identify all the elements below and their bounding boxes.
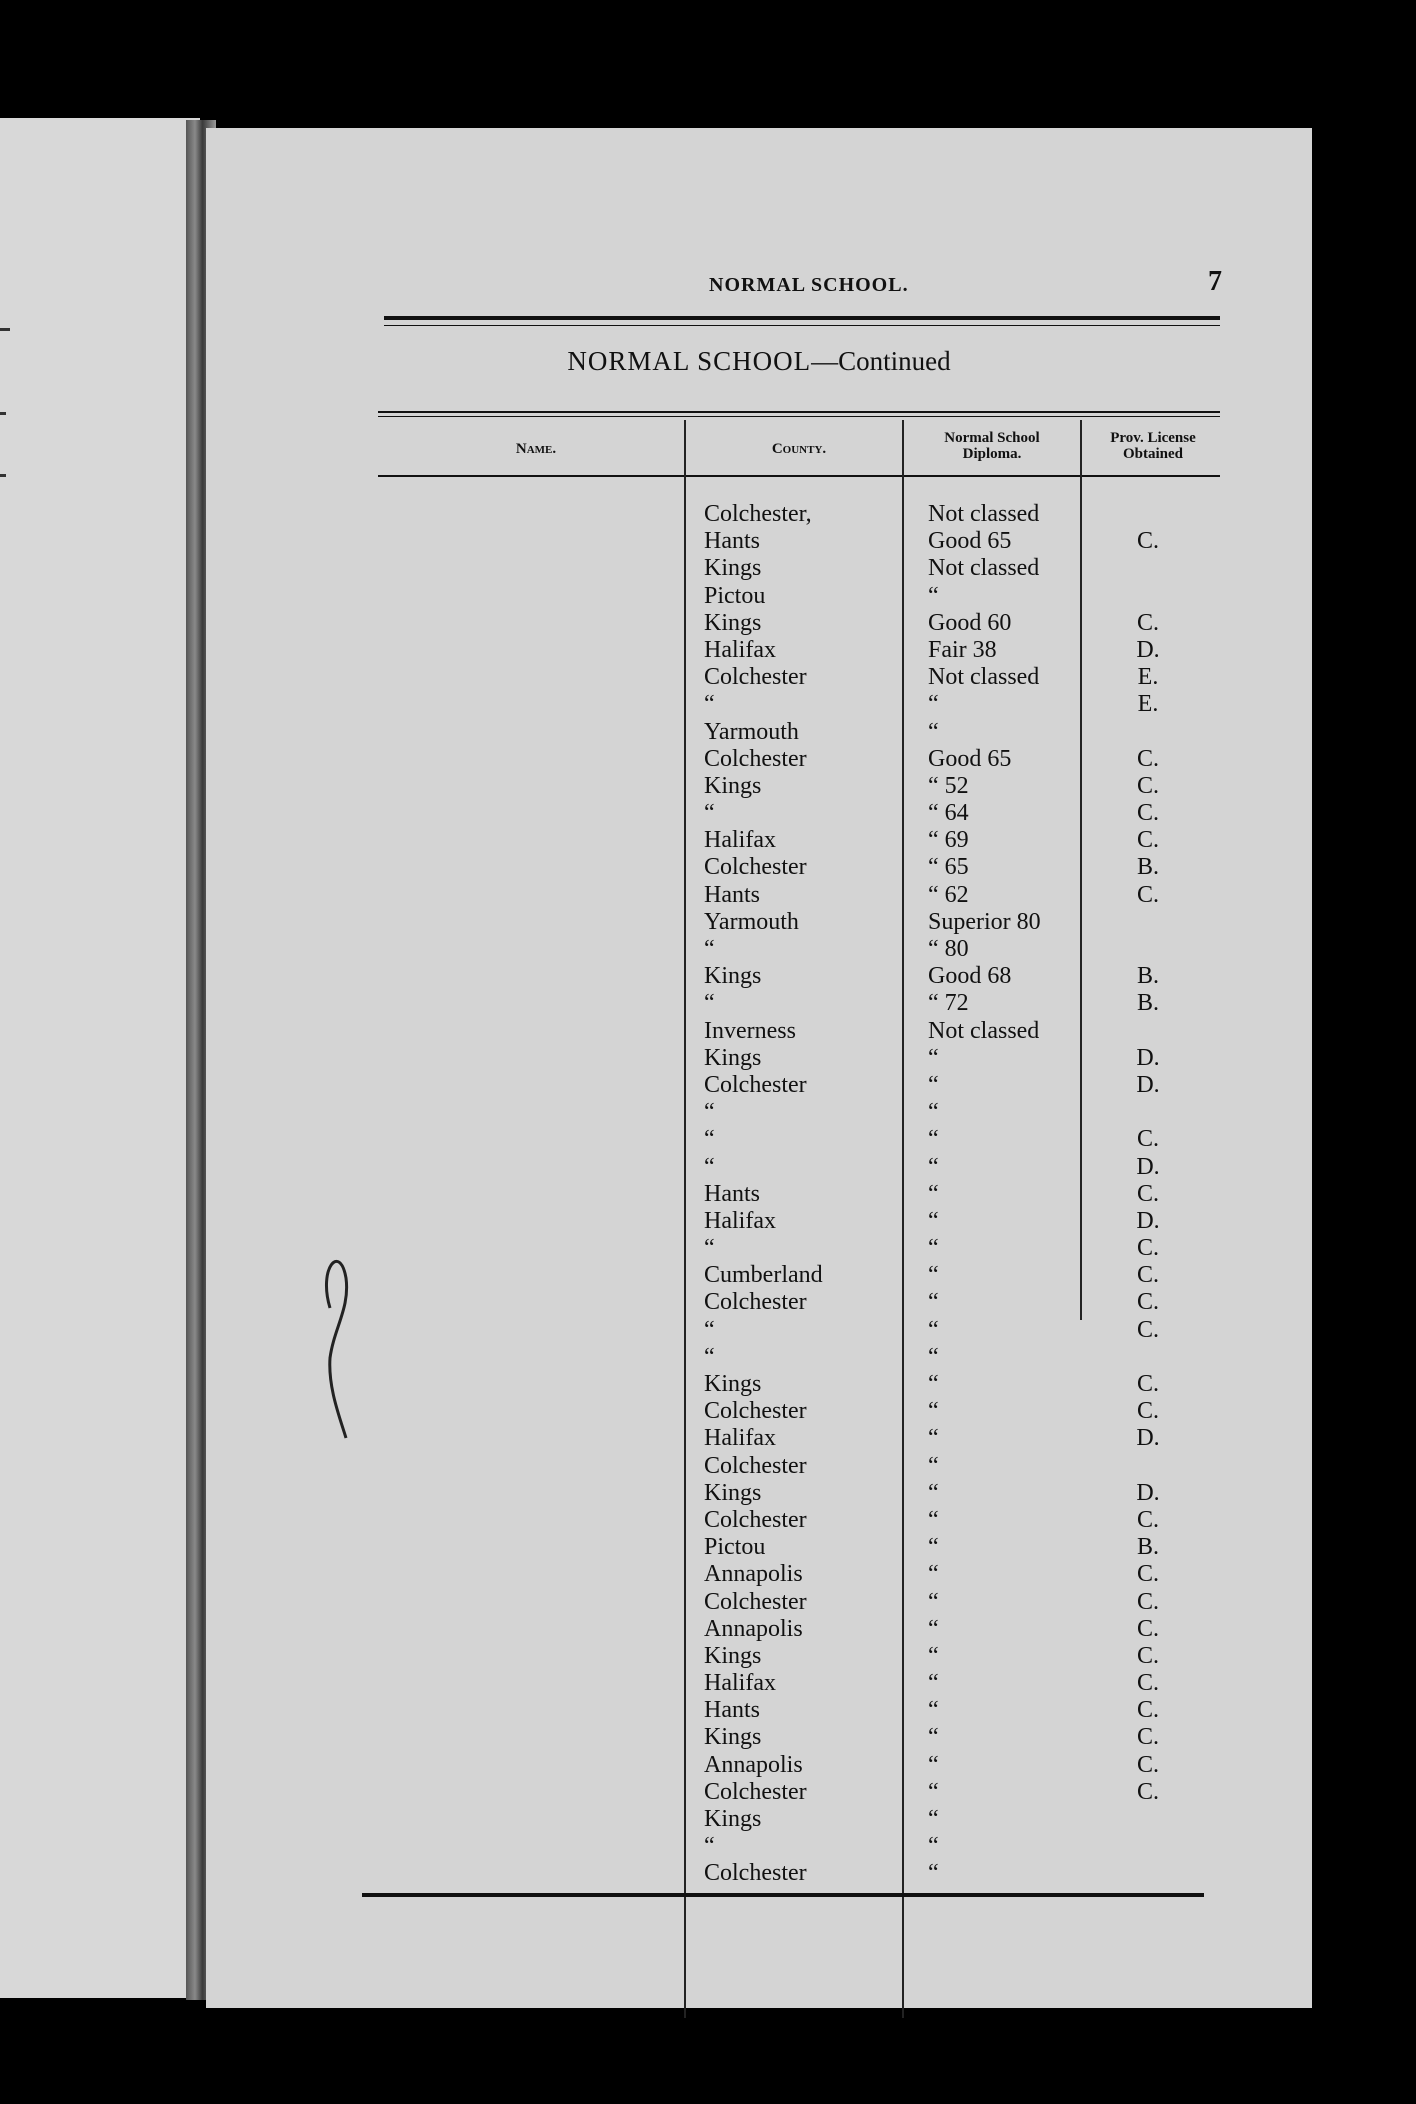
table-row [370,800,1380,827]
county: Annapolis [704,1561,803,1588]
facing-page-mark [0,328,10,331]
diploma: “ [928,1398,939,1425]
table-row [370,1643,1380,1670]
table-row [370,1453,1380,1480]
license: B. [1136,1534,1159,1561]
county: Kings [704,1044,762,1071]
table-row [370,1154,1380,1181]
diploma: “ [928,1044,939,1071]
county: Colchester [704,664,807,691]
diploma: “ 64 [928,800,969,827]
table-row [370,1480,1380,1507]
diploma: “ 62 [928,881,969,908]
table-row [370,1099,1380,1126]
table-row [370,1072,1380,1099]
diploma: “ [928,1697,939,1724]
license: D. [1136,636,1160,663]
county: Cumberland [704,1262,823,1289]
diploma: “ [928,718,939,745]
table-row [370,882,1380,909]
diploma: “ [928,1833,939,1860]
diploma: “ [928,1534,939,1561]
header-license-line1: Prov. License [1110,430,1196,446]
license: D. [1136,1207,1160,1234]
header-diploma [904,430,1080,462]
table-row [370,610,1380,637]
county: “ [704,1099,715,1126]
running-head: NORMAL SCHOOL. [709,274,909,296]
enrollment-table [370,501,1380,1888]
table-row [370,1534,1380,1561]
diploma: “ [928,1071,939,1098]
diploma: “ [928,1615,939,1642]
license: B. [1136,963,1159,990]
table-row [370,1507,1380,1534]
facing-page-mark [0,474,6,477]
diploma: “ [928,582,939,609]
license: C. [1136,1615,1159,1642]
county: Yarmouth [704,908,799,935]
license: B. [1136,990,1159,1017]
table-title-suffix: —Continued [811,346,951,376]
county: “ [704,1833,715,1860]
table-row [370,1724,1380,1751]
table-row [370,773,1380,800]
diploma: Good 68 [928,963,1012,990]
license: C. [1136,1506,1159,1533]
license: C. [1136,1180,1159,1207]
diploma: Superior 80 [928,908,1041,935]
table-row [370,909,1380,936]
diploma: Good 60 [928,609,1012,636]
license: C. [1136,1262,1159,1289]
table-row [370,1235,1380,1262]
county: “ [704,990,715,1017]
county: Colchester [704,745,807,772]
license: C. [1136,1126,1159,1153]
table-row [370,1344,1380,1371]
table-row [370,1589,1380,1616]
license: C. [1136,609,1159,636]
county: Kings [704,1371,762,1397]
license: C. [1136,1235,1159,1262]
county: Kings [704,963,762,990]
license: C. [1136,1697,1159,1724]
diploma: “ [928,1506,939,1533]
diploma: “ [928,1479,939,1506]
diploma: “ [928,1316,939,1343]
license: B. [1136,854,1159,881]
county: Kings [704,1479,762,1506]
county: “ [704,800,715,827]
diploma: “ [928,1207,939,1234]
pencil-mark [310,1248,360,1448]
table-row [370,1289,1380,1316]
diploma: “ [928,1371,939,1397]
county: Colchester [704,854,807,881]
county: Halifax [704,1207,776,1234]
license: D. [1136,1425,1160,1452]
table-bottom-rule [362,1893,1204,1897]
license: C. [1136,1670,1159,1697]
diploma: “ [928,1126,939,1153]
table-title-main: NORMAL SCHOOL [567,346,812,376]
diploma: “ [928,1289,939,1316]
license: C. [1136,1642,1159,1669]
license: E. [1137,691,1159,718]
diploma: Not classed [928,1017,1040,1044]
diploma: “ [928,1778,939,1805]
table-row [370,854,1380,881]
table-row [370,827,1380,854]
county: Colchester [704,1452,807,1479]
license: C. [1136,827,1159,854]
license: C. [1136,1724,1159,1751]
header-rule [384,316,1220,320]
license: C. [1136,881,1159,908]
table-row [370,990,1380,1017]
table-row [370,528,1380,555]
county: “ [704,691,715,718]
county: Annapolis [704,1751,803,1778]
county: Kings [704,609,762,636]
table-row [370,1779,1380,1806]
header-rule [384,325,1220,326]
county: Hants [704,1697,760,1724]
county: Hants [704,528,760,555]
header-bottom-rule [378,475,1220,477]
county: Yarmouth [704,718,799,745]
table-row [370,664,1380,691]
license: D. [1136,1153,1160,1180]
facing-page-mark [0,412,6,415]
county: Colchester [704,1778,807,1805]
table-row [370,1126,1380,1153]
table-row [370,1616,1380,1643]
table-top-rule [378,411,1220,413]
county: “ [704,1126,715,1153]
diploma: “ 52 [928,772,969,799]
diploma: “ [928,1235,939,1262]
license: C. [1136,1588,1159,1615]
county: Kings [704,555,762,582]
license: C. [1136,1398,1159,1425]
header-license [1082,430,1224,462]
table-row [370,1045,1380,1072]
license: D. [1136,1479,1160,1506]
license: C. [1136,772,1159,799]
county: Kings [704,772,762,799]
document-page [206,128,1312,2008]
county: “ [704,1316,715,1343]
table-row [370,1697,1380,1724]
county: Colchester [704,1289,807,1316]
county: Colchester [704,1588,807,1615]
diploma: “ [928,1751,939,1778]
table-row [370,1806,1380,1833]
diploma: “ [928,1343,939,1370]
county: Kings [704,1642,762,1669]
county: Pictou [704,582,766,609]
diploma: “ [928,1425,939,1452]
county: Pictou [704,1534,766,1561]
table-row [370,555,1380,582]
table-row [370,501,1380,528]
license: D. [1136,1044,1160,1071]
county: Colchester [704,1860,807,1887]
table-row [370,1398,1380,1425]
license: C. [1136,1316,1159,1343]
license: C. [1136,1561,1159,1588]
county: Halifax [704,1425,776,1452]
table-row [370,719,1380,746]
diploma: Not classed [928,501,1040,527]
diploma: “ [928,1642,939,1669]
county: Halifax [704,827,776,854]
table-row [370,1752,1380,1779]
license: C. [1136,1371,1159,1397]
table-row [370,637,1380,664]
county: “ [704,936,715,962]
county: “ [704,1153,715,1180]
diploma: “ [928,1806,939,1832]
county: Kings [704,1806,762,1832]
diploma: “ [928,691,939,718]
county: Halifax [704,1670,776,1697]
county: Halifax [704,636,776,663]
table-row [370,1670,1380,1697]
table-row [370,1833,1380,1860]
table-row [370,1425,1380,1452]
diploma: “ 72 [928,990,969,1017]
table-row [370,1371,1380,1398]
table-row [370,1561,1380,1588]
table-row [370,1018,1380,1045]
county: Annapolis [704,1615,803,1642]
county: Hants [704,881,760,908]
header-county: County. [771,441,827,457]
county: Hants [704,1180,760,1207]
table-row [370,936,1380,963]
license: C. [1136,1751,1159,1778]
table-row [370,1317,1380,1344]
license: D. [1136,1071,1160,1098]
diploma: Good 65 [928,528,1012,555]
table-top-rule [378,416,1220,417]
page-number: 7 [1208,266,1222,297]
county: “ [704,1343,715,1370]
header-license-line2: Obtained [1122,446,1183,462]
diploma: “ [928,1561,939,1588]
county: Colchester [704,1506,807,1533]
county: Inverness [704,1017,796,1044]
diploma: Fair 38 [928,636,997,663]
diploma: “ 65 [928,854,969,881]
table-row [370,1181,1380,1208]
diploma: “ [928,1262,939,1289]
facing-page [0,118,200,1998]
table-row [370,1860,1380,1887]
table-row [370,1262,1380,1289]
header-diploma-line2: Diploma. [962,446,1022,462]
diploma: “ [928,1180,939,1207]
diploma: “ 80 [928,936,969,962]
diploma: “ [928,1860,939,1887]
license: C. [1136,1778,1159,1805]
diploma: “ [928,1153,939,1180]
table-title [206,346,1312,377]
diploma: Not classed [928,664,1040,691]
license: C. [1136,745,1159,772]
diploma: “ [928,1099,939,1126]
county: Colchester, [704,501,812,527]
header-diploma-line1: Normal School [944,430,1040,446]
license: C. [1136,528,1159,555]
table-row [370,583,1380,610]
diploma: “ [928,1588,939,1615]
table-row [370,1208,1380,1235]
diploma: “ [928,1724,939,1751]
county: Kings [704,1724,762,1751]
license: C. [1136,800,1159,827]
diploma: “ [928,1452,939,1479]
header-name: Name. [515,441,557,457]
county: “ [704,1235,715,1262]
license: C. [1136,1289,1159,1316]
county: Colchester [704,1398,807,1425]
table-row [370,691,1380,718]
diploma: Not classed [928,555,1040,582]
diploma: “ [928,1670,939,1697]
license: E. [1137,664,1159,691]
table-row [370,963,1380,990]
diploma: “ 69 [928,827,969,854]
county: Colchester [704,1071,807,1098]
table-row [370,746,1380,773]
diploma: Good 65 [928,745,1012,772]
